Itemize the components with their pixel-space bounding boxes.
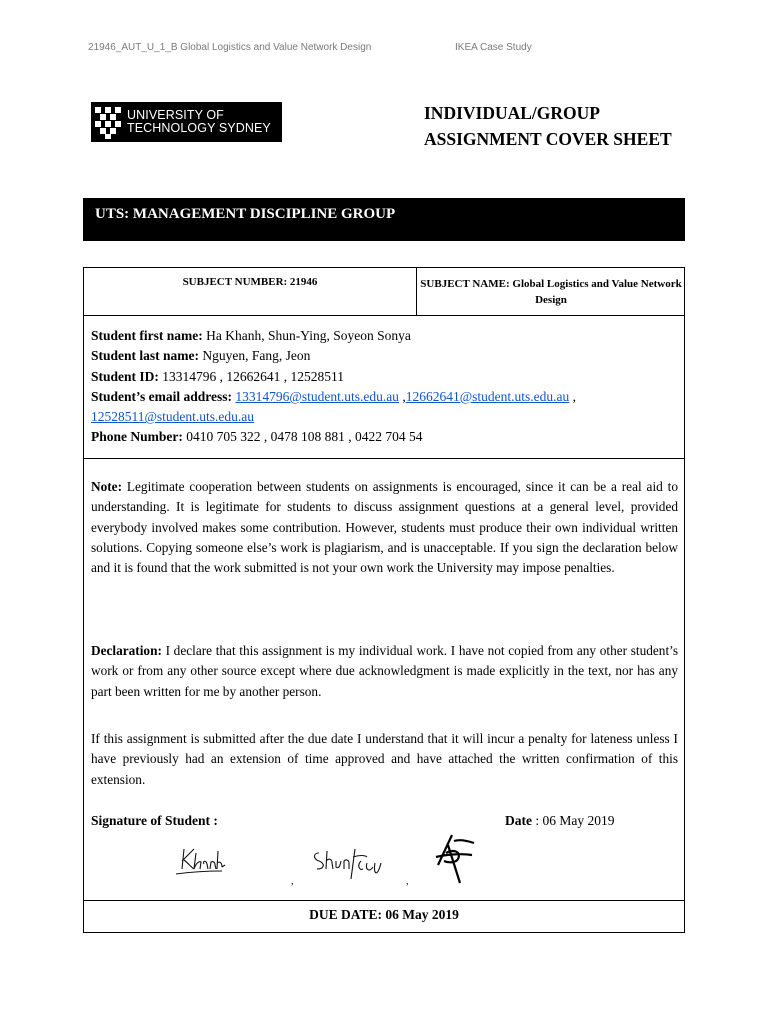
note-label: Note: bbox=[91, 479, 123, 494]
subject-name-value: Global Logistics and Value Network Design bbox=[512, 278, 682, 306]
due-date: DUE DATE: 06 May 2019 bbox=[84, 900, 684, 932]
phone-label: Phone Number: bbox=[91, 429, 183, 445]
student-id-value: 13314796 , 12662641 , 12528511 bbox=[162, 368, 345, 384]
first-name-value: Ha Khanh, Shun-Ying, Soyeon Sonya bbox=[206, 328, 411, 343]
note-text: Legitimate cooperation between students on assignments is encouraged, since it can be a real aid to understanding. It is legitimate for students to discuss assignment questions at a general level, provided everybody involved makes some contribution. However, students must produce their own individual written solutions. Copying someone else’s work is plagiarism, and is unacceptable. If you sign the declaration below and it is found that the work submitted is not your own work the University may impose penalties. bbox=[91, 479, 678, 576]
student-details bbox=[84, 315, 684, 459]
logo-line-1: UNIVERSITY OF bbox=[127, 108, 224, 122]
phone-value: 0410 705 322 , 0478 108 881 , 0422 704 54 bbox=[186, 429, 423, 445]
date-label: Date bbox=[505, 813, 532, 828]
title-line-2: ASSIGNMENT COVER SHEET bbox=[424, 129, 672, 149]
email-link-2[interactable]: 12662641@student.uts.edu.au bbox=[405, 388, 570, 404]
phone-line bbox=[91, 427, 684, 447]
cover-sheet-form: SUBJECT NUMBER: 21946 SUBJECT NAME: Global Logistics and Value Network Design Student first name: Ha Khanh, Shun-Ying, Soyeon Sonya Student last name: Nguyen, Fang, Jeon Student ID: 13314796 , 12662641 , 12528511 Student’s email address: 13314796@student.uts.edu.au ,12662641@student.uts.edu.au , 12528511@student.uts.edu.au Phone Number: 0410 705 322 , 0478 108 881 , 0422 704 54 Note: Legitimate cooperation between students on assignments is encouraged, since it can be a real aid to understanding. It is legitimate for students to discuss assignment questions at a general level, provided everybody involved makes some contribution. However, students must produce their own individual written solutions. Copying someone else’s work is plagiarism, and is unacceptable. If you sign the declaration below and it is found that the work submitted is not your own work the University may impose penalties. Declaration: I declare that this assignment is my individual work. I have not copied from any other student’s work or from any other source except where due acknowledgment is made explicitly in the text, nor has any part been written for me by another person. If this assignment is submitted after the due date I understand that it will incur a penalty for lateness unless I have previously had an extension of time approved and have attached the written confirmation of this extension. Signature of Student : Date : 06 May 2019 , , DUE DATE: 06 May 2019 bbox=[83, 267, 685, 933]
last-name-label: Student last name: bbox=[91, 348, 200, 364]
running-header-right: IKEA Case Study bbox=[455, 42, 532, 53]
late-submission-paragraph: If this assignment is submitted after the due date I understand that it will incur a penalty for lateness unless I have previously had an extension of time approved and have attached the written confirmation of this extension. bbox=[91, 731, 678, 787]
first-name-label: Student first name: bbox=[91, 328, 203, 343]
declaration-text: I declare that this assignment is my individual work. I have not copied from any other student’s work or from any other source except where due acknowledgment is made explicitly in the text, nor has any part been written for me by another person. bbox=[91, 643, 679, 699]
email-link-1[interactable]: 13314796@student.uts.edu.au bbox=[235, 388, 399, 404]
email-link-3[interactable]: 12528511@student.uts.edu.au bbox=[91, 409, 255, 425]
signature-soyeon bbox=[430, 831, 480, 885]
discipline-group-banner: UTS: MANAGEMENT DISCIPLINE GROUP bbox=[83, 198, 685, 241]
running-header bbox=[88, 42, 688, 53]
email-label: Student’s email address: bbox=[91, 388, 233, 404]
date-value: : 06 May 2019 bbox=[535, 813, 615, 828]
uts-emblem-icon bbox=[93, 104, 123, 140]
signature-date bbox=[505, 813, 615, 829]
logo-line-2: TECHNOLOGY SYDNEY bbox=[127, 121, 271, 135]
student-id-line bbox=[91, 367, 684, 387]
signature-khanh bbox=[176, 841, 236, 877]
signature-shun-ying bbox=[309, 843, 389, 883]
declaration-label: Declaration: bbox=[91, 643, 162, 658]
logo-wordmark bbox=[127, 109, 271, 135]
university-logo bbox=[91, 102, 282, 142]
subject-number: SUBJECT NUMBER: 21946 bbox=[84, 268, 417, 315]
subject-row bbox=[84, 268, 684, 316]
declaration-paragraph bbox=[91, 641, 678, 702]
student-id-label: Student ID: bbox=[91, 368, 159, 384]
note-paragraph bbox=[91, 477, 678, 578]
subject-name bbox=[418, 268, 684, 308]
last-name-line bbox=[91, 346, 684, 366]
running-header-left: 21946_AUT_U_1_B Global Logistics and Value Network Design bbox=[88, 42, 372, 53]
first-name-line bbox=[91, 326, 684, 346]
cover-sheet-title bbox=[424, 100, 672, 152]
last-name-value: Nguyen, Fang, Jeon bbox=[202, 348, 311, 364]
title-line-1: INDIVIDUAL/GROUP bbox=[424, 103, 600, 123]
signature-label: Signature of Student : bbox=[91, 813, 218, 828]
subject-name-label: SUBJECT NAME: bbox=[420, 278, 510, 290]
email-line: Student’s email address: 13314796@student.uts.edu.au ,12662641@student.uts.edu.au , bbox=[91, 388, 576, 404]
email-line-2 bbox=[91, 407, 684, 427]
